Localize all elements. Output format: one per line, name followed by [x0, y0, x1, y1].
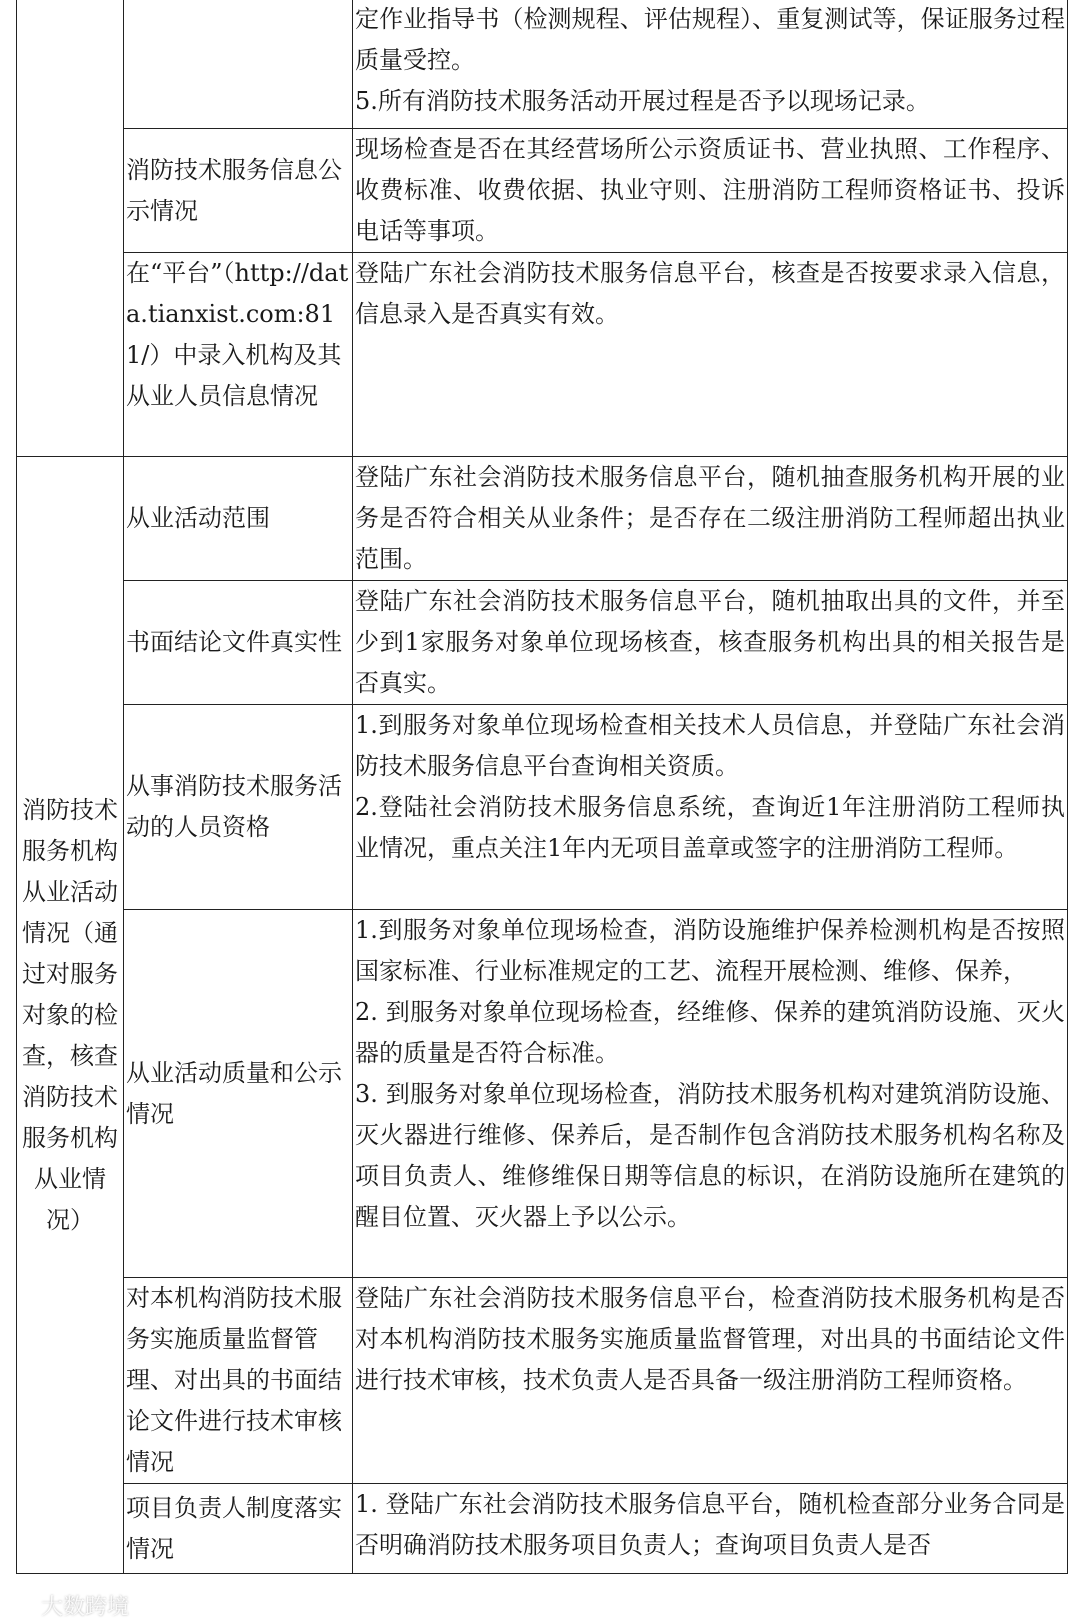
detail-cell [353, 457, 1068, 581]
watermark-text: 大数跨境 [41, 1595, 130, 1620]
item-cell: 对本机构消防技术服务实施质量监督管理、对出具的书面结论文件进行技术审核情况 [124, 1278, 353, 1484]
table-row [17, 0, 1068, 129]
inspection-table [16, 0, 1068, 1574]
detail-line: 现场检查是否在其经营场所公示资质证书、营业执照、工作程序、收费标准、收费依据、执业守则、注册消防工程师资格证书、投诉电话等事项。 [355, 135, 1065, 245]
item-cell: 从业活动范围 [124, 457, 353, 581]
table-row [17, 253, 1068, 457]
detail-line: 2. 到服务对象单位现场检查，经维修、保养的建筑消防设施、灭火器的质量是否符合标准。 [355, 998, 1065, 1067]
detail-cell [353, 705, 1068, 910]
detail-cell [353, 129, 1068, 253]
table-row [17, 1484, 1068, 1574]
watermark [8, 1590, 129, 1621]
detail-line: 2.登陆社会消防技术服务信息系统，查询近1年注册消防工程师执业情况，重点关注1年内无项目盖章或签字的注册消防工程师。 [355, 793, 1065, 862]
watermark-logo-icon [8, 1599, 30, 1617]
item-cell: 从事消防技术服务活动的人员资格 [124, 705, 353, 910]
table-row [17, 705, 1068, 910]
detail-line: 5.所有消防技术服务活动开展过程是否予以现场记录。 [355, 87, 930, 115]
item-cell: 书面结论文件真实性 [124, 581, 353, 705]
detail-line: 登陆广东社会消防技术服务信息平台，随机抽取出具的文件，并至少到1家服务对象单位现场核查，核查服务机构出具的相关报告是否真实。 [355, 587, 1065, 697]
detail-cell [353, 1484, 1068, 1574]
detail-cell [353, 253, 1068, 457]
item-cell: 在“平台”（http://data.tianxist.com:811/）中录入机构及其从业人员信息情况 [124, 253, 353, 457]
detail-line: 登陆广东社会消防技术服务信息平台，随机抽查服务机构开展的业务是否符合相关从业条件；是否存在二级注册消防工程师超出执业范围。 [355, 463, 1065, 573]
detail-line: 登陆广东社会消防技术服务信息平台，检查消防技术服务机构是否对本机构消防技术服务实施质量监督管理，对出具的书面结论文件进行技术审核，技术负责人是否具备一级注册消防工程师资格。 [355, 1284, 1065, 1394]
detail-cell [353, 910, 1068, 1278]
detail-line: 定作业指导书（检测规程、评估规程）、重复测试等，保证服务过程质量受控。 [355, 5, 1065, 74]
item-cell: 项目负责人制度落实情况 [124, 1484, 353, 1574]
group-cell-top [17, 0, 124, 457]
detail-cell [353, 581, 1068, 705]
detail-line: 1. 登陆广东社会消防技术服务信息平台，随机检查部分业务合同是否明确消防技术服务项目负责人；查询项目负责人是否 [355, 1490, 1065, 1559]
group-label-cell: 消防技术服务机构从业活动情况（通过对服务对象的检查，核查消防技术服务机构从业情况） [17, 457, 124, 1574]
table-row [17, 129, 1068, 253]
table-row [17, 581, 1068, 705]
detail-line: 1.到服务对象单位现场检查相关技术人员信息，并登陆广东社会消防技术服务信息平台查询相关资质。 [355, 711, 1065, 780]
item-cell: 消防技术服务信息公示情况 [124, 129, 353, 253]
detail-cell [353, 0, 1068, 129]
detail-cell [353, 1278, 1068, 1484]
table-row [17, 457, 1068, 581]
table-row [17, 1278, 1068, 1484]
detail-line: 1.到服务对象单位现场检查，消防设施维护保养检测机构是否按照国家标准、行业标准规定的工艺、流程开展检测、维修、保养， [355, 916, 1065, 985]
item-cell [124, 0, 353, 129]
detail-line: 3. 到服务对象单位现场检查，消防技术服务机构对建筑消防设施、灭火器进行维修、保养后，是否制作包含消防技术服务机构名称及项目负责人、维修维保日期等信息的标识，在消防设施所在建筑的醒目位置、灭火器上予以公示。 [355, 1080, 1065, 1231]
table-row [17, 910, 1068, 1278]
item-cell: 从业活动质量和公示情况 [124, 910, 353, 1278]
detail-line: 登陆广东社会消防技术服务信息平台，核查是否按要求录入信息，信息录入是否真实有效。 [355, 259, 1065, 328]
